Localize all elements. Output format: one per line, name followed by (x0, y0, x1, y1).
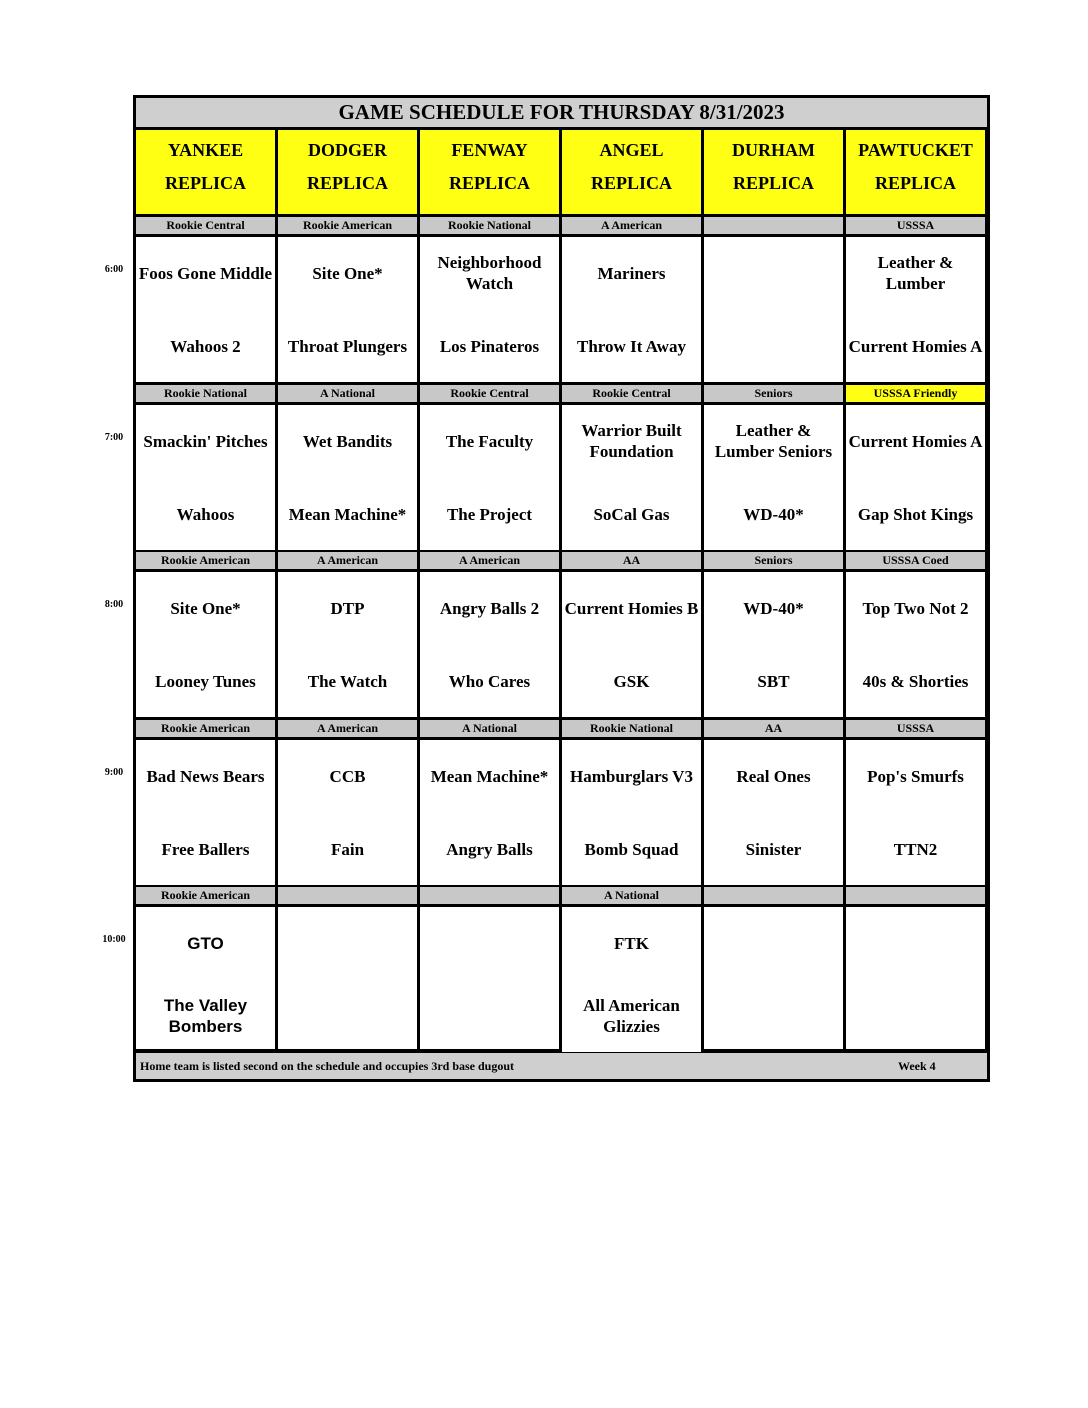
away-team: Foos Gone Middle (138, 263, 273, 283)
game-cell (846, 740, 985, 885)
game-cell (562, 907, 701, 1052)
away-team (704, 917, 843, 969)
field-header-dodger (278, 130, 417, 214)
division-label: Rookie American (136, 552, 275, 569)
away-team: Pop's Smurfs (867, 766, 964, 786)
field-name: ANGEL (599, 140, 664, 160)
away-team: Wet Bandits (302, 431, 393, 451)
away-team: Mariners (597, 263, 666, 283)
home-team: The Project (446, 504, 533, 524)
division-label (278, 887, 417, 904)
away-team: Hamburglars V3 (570, 766, 693, 786)
home-team: All American Glizzies (583, 996, 680, 1036)
game-cell (278, 740, 417, 885)
away-team: Mean Machine* (430, 766, 549, 786)
field-name: DURHAM (732, 140, 815, 160)
away-team: Site One* (170, 598, 241, 618)
home-team: Wahoos (176, 504, 235, 524)
game-cell (420, 740, 559, 885)
away-team (704, 247, 843, 299)
home-team: Looney Tunes (155, 671, 256, 691)
division-label: A American (278, 720, 417, 737)
away-team: Site One* (312, 263, 383, 283)
home-team: Angry Balls (446, 839, 533, 859)
game-cell (846, 405, 985, 550)
game-cell (136, 572, 275, 717)
division-label (420, 887, 559, 904)
away-team (278, 917, 417, 969)
division-label: AA (562, 552, 701, 569)
game-cell (136, 907, 275, 1049)
home-team: SBT (757, 671, 790, 691)
division-label: A National (420, 720, 559, 737)
time-label: 9:00 (104, 767, 124, 778)
division-label (704, 217, 843, 234)
away-team: Neighborhood Watch (437, 253, 542, 293)
game-cell (278, 237, 417, 382)
game-cell (846, 572, 985, 717)
home-team: Sinister (745, 839, 802, 859)
field-header-angel (562, 130, 701, 214)
division-label: Seniors (704, 385, 843, 402)
away-team: Real Ones (736, 766, 811, 786)
home-team: Current Homies A (848, 336, 983, 356)
division-label: Rookie Central (562, 385, 701, 402)
game-cell (420, 237, 559, 382)
division-label: USSSA (846, 720, 985, 737)
game-cell (704, 907, 843, 1049)
division-label: A American (562, 217, 701, 234)
away-team: Leather & Lumber (877, 253, 954, 293)
field-name: DODGER (307, 140, 387, 160)
home-team (704, 321, 843, 371)
away-team: GTO (187, 933, 224, 953)
schedule-table (133, 95, 990, 1082)
away-team: Top Two Not 2 (862, 598, 969, 618)
home-team (704, 991, 843, 1041)
schedule-footer (136, 1053, 987, 1079)
field-header-yankee (136, 130, 275, 214)
home-team: Free Ballers (161, 839, 250, 859)
home-team: The Watch (307, 671, 388, 691)
away-team: FTK (614, 933, 649, 953)
home-team: Throat Plungers (287, 336, 408, 356)
field-type: REPLICA (874, 173, 956, 193)
home-team: Wahoos 2 (170, 336, 241, 356)
division-label: AA (704, 720, 843, 737)
division-label: Rookie Central (420, 385, 559, 402)
away-team: Warrior Built Foundation (581, 421, 682, 461)
game-cell (562, 405, 701, 550)
home-team: Mean Machine* (288, 504, 407, 524)
away-team: The Faculty (445, 431, 534, 451)
away-team (846, 917, 985, 969)
game-cell (846, 907, 985, 1049)
away-team: Smackin' Pitches (143, 431, 268, 451)
field-header-fenway (420, 130, 559, 214)
division-label: Rookie National (420, 217, 559, 234)
division-label (846, 887, 985, 904)
home-team: GSK (613, 671, 650, 691)
division-label: USSSA Coed (846, 552, 985, 569)
game-cell (704, 237, 843, 382)
game-cell (136, 740, 275, 885)
home-team-note: Home team is listed second on the schedule and occupies 3rd base dugout (140, 1059, 515, 1073)
home-team: TTN2 (893, 839, 938, 859)
away-team (420, 917, 559, 969)
game-cell (846, 237, 985, 382)
division-label: Seniors (704, 552, 843, 569)
game-cell (278, 405, 417, 550)
away-team: Current Homies B (564, 598, 699, 618)
division-label: Rookie National (562, 720, 701, 737)
game-cell (704, 572, 843, 717)
division-label: A American (278, 552, 417, 569)
field-type: REPLICA (590, 173, 672, 193)
away-team: Leather & Lumber Seniors (714, 421, 833, 461)
schedule-title: GAME SCHEDULE FOR THURSDAY 8/31/2023 (136, 98, 987, 127)
game-cell (420, 907, 559, 1049)
division-label: A National (562, 887, 701, 904)
away-team: Angry Balls 2 (439, 598, 540, 618)
division-label: A American (420, 552, 559, 569)
week-label: Week 4 (898, 1059, 936, 1073)
away-team: CCB (329, 766, 366, 786)
home-team: 40s & Shorties (862, 671, 969, 691)
division-label: Rookie National (136, 385, 275, 402)
field-type: REPLICA (164, 173, 246, 193)
field-name: YANKEE (167, 140, 244, 160)
home-team: WD-40* (743, 504, 804, 524)
home-team (278, 991, 417, 1041)
game-cell (278, 907, 417, 1049)
game-cell (278, 572, 417, 717)
division-label: USSSA (846, 217, 985, 234)
game-cell (136, 237, 275, 382)
home-team (846, 991, 985, 1041)
time-label: 8:00 (104, 599, 124, 610)
home-team: Throw It Away (577, 336, 686, 356)
game-cell (562, 237, 701, 382)
away-team: DTP (330, 598, 365, 618)
home-team: The Valley Bombers (163, 996, 248, 1036)
field-header-pawtucket (846, 130, 985, 214)
game-cell (420, 572, 559, 717)
home-team: Los Pinateros (439, 336, 540, 356)
division-label: Rookie American (136, 887, 275, 904)
division-label: USSSA Friendly (846, 385, 985, 402)
field-type: REPLICA (732, 173, 814, 193)
game-cell (704, 740, 843, 885)
field-type: REPLICA (448, 173, 530, 193)
field-name: PAWTUCKET (858, 140, 973, 160)
game-cell (562, 740, 701, 885)
home-team: SoCal Gas (593, 504, 670, 524)
field-type: REPLICA (306, 173, 388, 193)
field-header-durham (704, 130, 843, 214)
division-label: Rookie American (278, 217, 417, 234)
game-cell (136, 405, 275, 550)
time-label: 10:00 (102, 934, 126, 945)
game-cell (420, 405, 559, 550)
home-team: Who Cares (448, 671, 531, 691)
division-label: A National (278, 385, 417, 402)
time-label: 7:00 (104, 432, 124, 443)
division-label (704, 887, 843, 904)
away-team: WD-40* (743, 598, 804, 618)
time-label: 6:00 (104, 264, 124, 275)
division-label: Rookie Central (136, 217, 275, 234)
home-team (420, 991, 559, 1041)
home-team: Gap Shot Kings (857, 504, 974, 524)
game-cell (704, 405, 843, 550)
away-team: Bad News Bears (146, 766, 265, 786)
home-team: Fain (330, 839, 365, 859)
division-label: Rookie American (136, 720, 275, 737)
field-name: FENWAY (451, 140, 528, 160)
away-team: Current Homies A (848, 431, 983, 451)
game-cell (562, 572, 701, 717)
home-team: Bomb Squad (584, 839, 679, 859)
